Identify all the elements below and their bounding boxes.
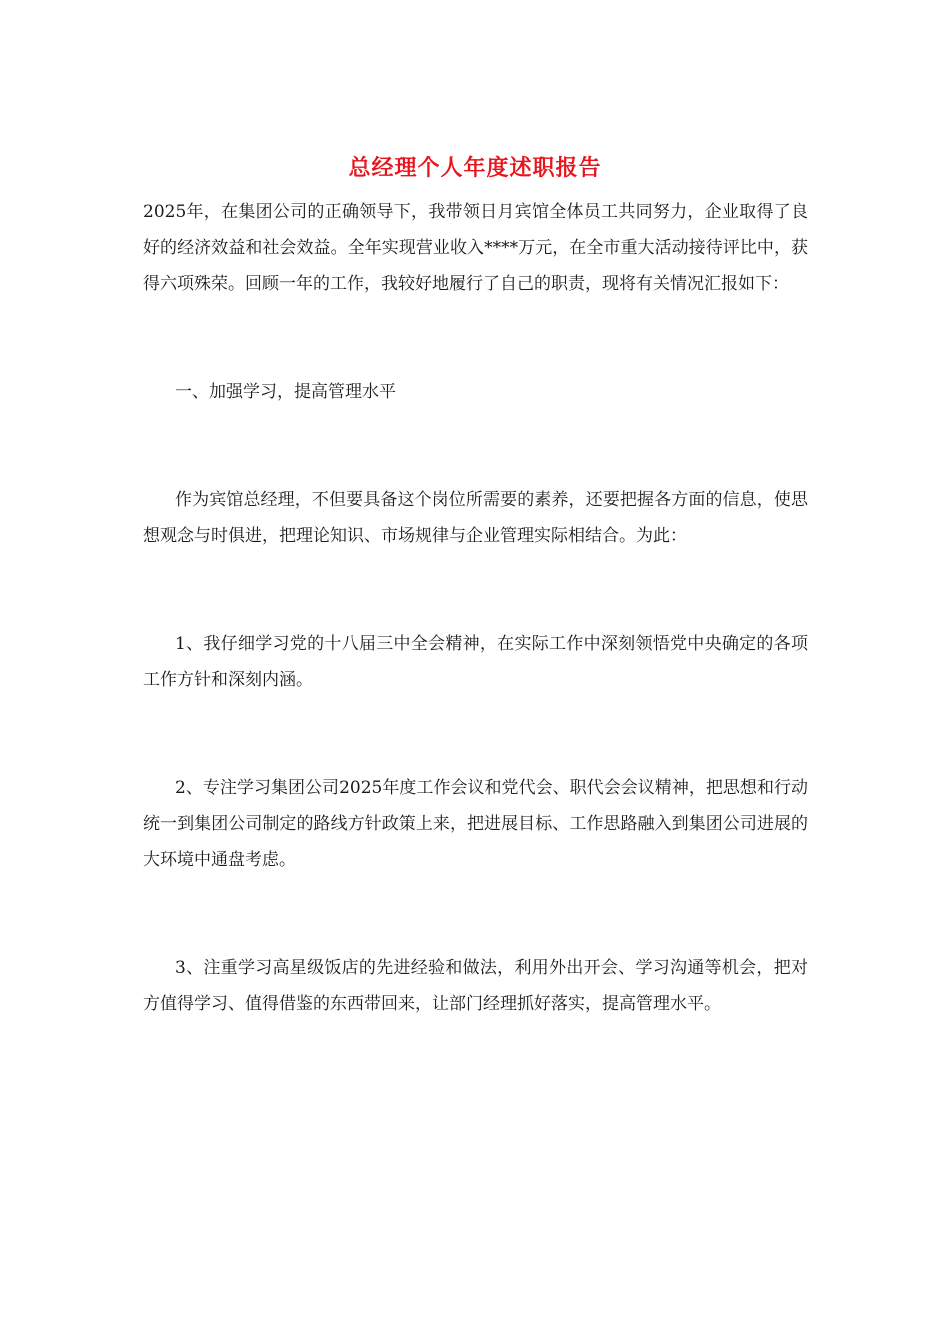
paragraph-spacer — [143, 698, 808, 770]
list-item-1: 1、我仔细学习党的十八届三中全会精神，在实际工作中深刻领悟党中央确定的各项工作方针和深刻内涵。 — [143, 634, 808, 690]
list-item-2: 2、专注学习集团公司2025年度工作会议和党代会、职代会会议精神，把思想和行动统一到集团公司制定的路线方针政策上来，把进展目标、工作思路融入到集团公司进展的大环境中通盘考虑。 — [143, 778, 808, 870]
paragraph-spacer — [143, 302, 808, 374]
section-heading: 一、加强学习，提高管理水平 — [175, 382, 396, 402]
intro-paragraph: 2025年，在集团公司的正确领导下，我带领日月宾馆全体员工共同努力，企业取得了良好的经济效益和社会效益。全年实现营业收入****万元，在全市重大活动接待评比中，获得六项殊荣。回顾一年的工作，我较好地履行了自己的职责，现将有关情况汇报如下： — [143, 202, 808, 294]
document-body — [143, 194, 808, 1022]
list-item-3: 3、注重学习高星级饭店的先进经验和做法，利用外出开会、学习沟通等机会，把对方值得学习、值得借鉴的东西带回来，让部门经理抓好落实，提高管理水平。 — [143, 958, 808, 1014]
document-title: 总经理个人年度述职报告 — [348, 155, 602, 181]
paragraph-spacer — [143, 410, 808, 482]
body-paragraph: 作为宾馆总经理，不但要具备这个岗位所需要的素养，还要把握各方面的信息，使思想观念与时俱进，把理论知识、市场规律与企业管理实际相结合。为此： — [143, 490, 808, 546]
paragraph-spacer — [143, 878, 808, 950]
paragraph-spacer — [143, 554, 808, 626]
